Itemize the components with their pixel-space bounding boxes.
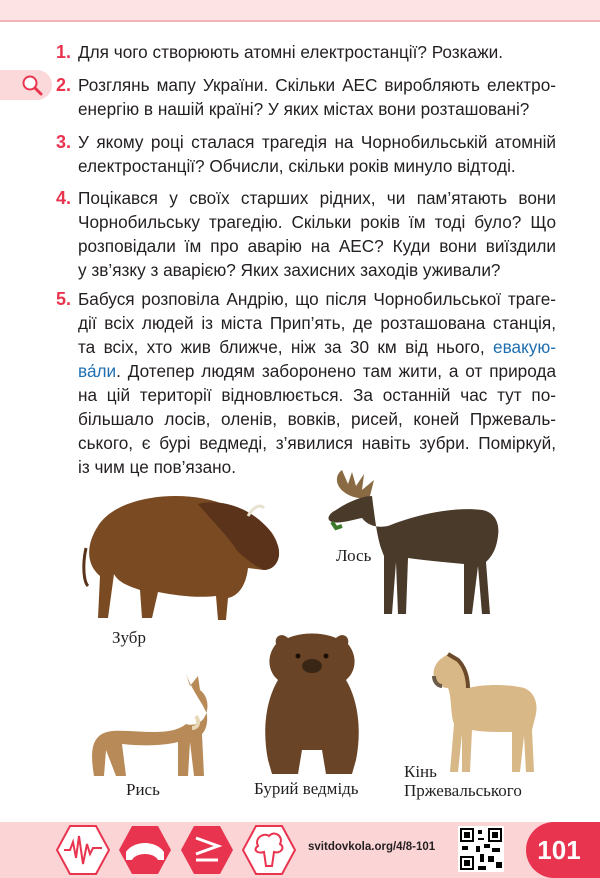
question-number: 1. (56, 42, 72, 62)
moose-photo (322, 466, 506, 618)
explosion-icon[interactable] (242, 824, 296, 876)
glossary-link-evacuated-cont[interactable]: ва́ли (78, 361, 117, 381)
soundwave-icon[interactable] (56, 824, 110, 876)
horse-caption-line1: Кінь (404, 762, 437, 781)
question-text: на цій території відновлюється. За останній час тут по- (78, 385, 556, 405)
bear-caption: Бурий ведмідь (254, 779, 359, 798)
question-text: Чорнобильську трагедію. Скільки років їм тоді було? Що (78, 212, 556, 232)
question-text-part: та всіх, хто жив ближче, ніж за 30 км від нього, (78, 337, 494, 357)
question-text: У якому році сталася трагедія на Чорнобильській атомній (78, 132, 556, 152)
footer-band (0, 822, 600, 878)
horse-caption-line2: Пржевальського (404, 781, 522, 800)
question-number: 5. (56, 289, 72, 309)
lynx-caption: Рись (126, 780, 160, 799)
search-icon (21, 74, 43, 96)
lynx-photo (82, 672, 220, 780)
search-tab[interactable] (0, 70, 52, 100)
question-text: розповідали їм про аварію на АЕС? Куди вони виїздили (78, 236, 556, 256)
question-text (78, 335, 556, 359)
bison-photo (78, 486, 288, 626)
page-number-badge (526, 822, 600, 878)
question-text: Розглянь мапу України. Скільки АЕС виробляють електро- (78, 75, 556, 95)
horse-photo (428, 652, 542, 776)
question-text: у зв’язку з аварією? Яких захисних заходів уживали? (78, 260, 501, 280)
question-text: із чим це пов’язано. (78, 457, 236, 477)
arrows-icon[interactable] (180, 824, 234, 876)
page-number: 101 (537, 835, 581, 865)
question-text (78, 359, 556, 383)
question-text-part: . Дотепер людям заборонено там жити, а от природа (116, 361, 556, 381)
bridge-icon[interactable] (118, 824, 172, 876)
bear-photo (252, 630, 372, 776)
qr-code[interactable] (458, 826, 504, 872)
question-text: Поцікався у своїх старших рідних, чи пам’ятають вони (78, 188, 556, 208)
glossary-link-evacuated[interactable]: евакую- (493, 337, 556, 357)
moose-caption: Лось (336, 546, 372, 565)
top-band (0, 0, 600, 22)
question-number: 2. (56, 75, 72, 95)
question-text: Бабуся розповіла Андрію, що після Чорнобильської траге- (78, 289, 556, 309)
footer-url[interactable]: svitdovkola.org/4/8-101 (308, 841, 436, 853)
bison-caption: Зубр (112, 628, 146, 647)
question-text: електростанції? Обчисли, скільки років минуло відтоді. (78, 156, 516, 176)
question-text: більшало лосів, оленів, вовків, рисей, коней Пржеваль- (78, 409, 556, 429)
question-text: Для чого створюють атомні електростанції? Розкажи. (78, 42, 503, 62)
question-number: 3. (56, 132, 72, 152)
question-text: енергію в нашій країні? У яких містах вони розташовані? (78, 99, 530, 119)
question-text: дії всіх людей із міста Прип’ять, де розташована станція, (78, 313, 556, 333)
question-number: 4. (56, 188, 72, 208)
question-text: ського, є бурі ведмеді, з’явилися навіть зубри. Поміркуй, (78, 433, 556, 453)
